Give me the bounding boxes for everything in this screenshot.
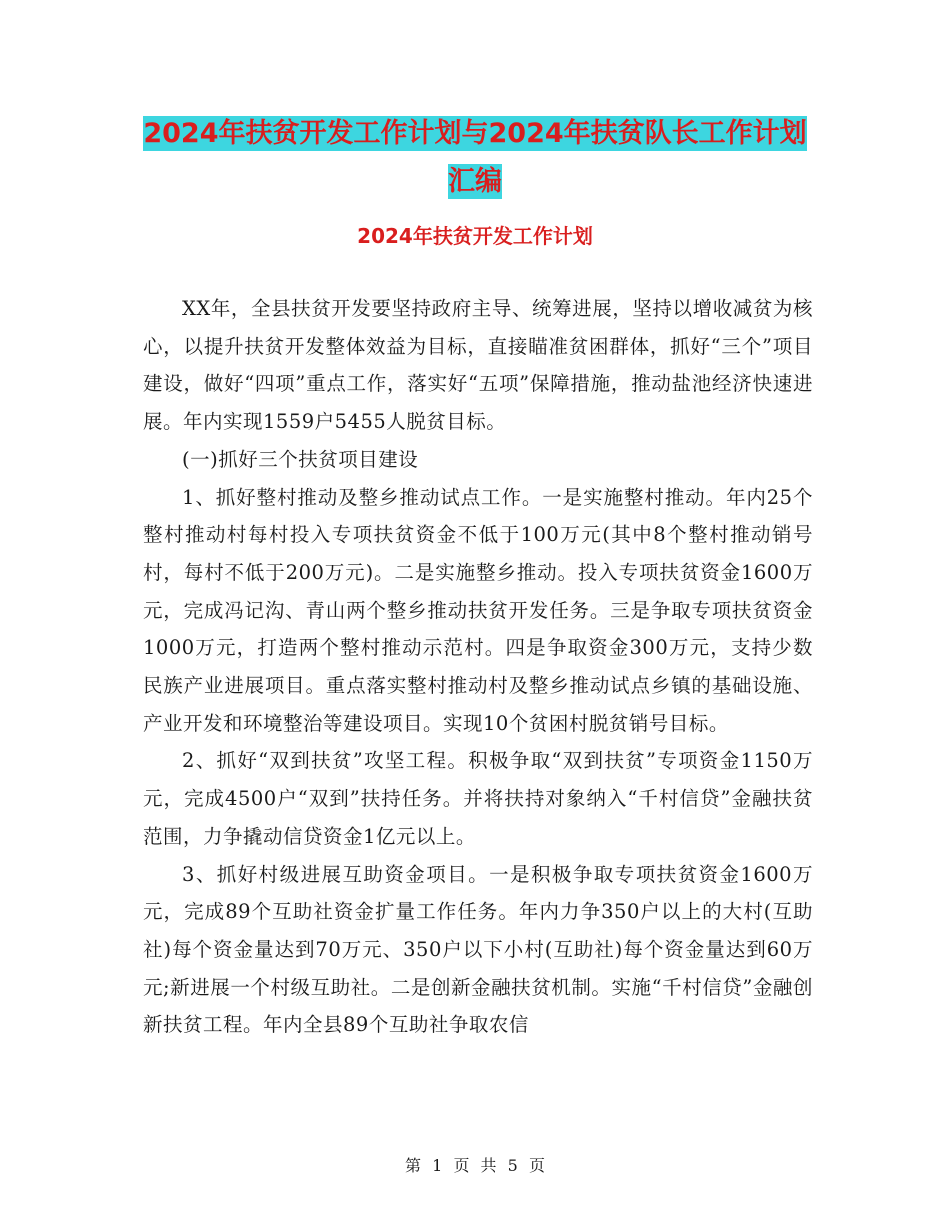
- footer-total-unit: 页: [528, 1156, 545, 1175]
- page-footer: [0, 1153, 950, 1176]
- footer-page-number: 1: [432, 1156, 443, 1175]
- footer-total-label: 共: [480, 1156, 497, 1175]
- document-title-line1: 2024年扶贫开发工作计划与2024年扶贫队长工作计划: [143, 118, 807, 149]
- document-body: [143, 290, 813, 1044]
- paragraph-subheading: (一)抓好三个扶贫项目建设: [182, 447, 419, 471]
- paragraph-item-2: 2、抓好“双到扶贫”攻坚工程。积极争取“双到扶贫”专项资金1150万元，完成4500户“双到”扶持任务。并将扶持对象纳入“千村信贷”金融扶贫范围，力争撬动信贷资金1亿元以上。: [143, 749, 813, 848]
- footer-page-unit: 页: [453, 1156, 470, 1175]
- paragraph-intro: XX年，全县扶贫开发要坚持政府主导、统筹进展，坚持以增收减贫为核心，以提升扶贫开发整体效益为目标，直接瞄准贫困群体，抓好“三个”项目建设，做好“四项”重点工作，落实好“五项”保障措施，推动盐池经济快速进展。年内实现1559户5455人脱贫目标。: [143, 297, 813, 434]
- paragraph-item-3: 3、抓好村级进展互助资金项目。一是积极争取专项扶贫资金1600万元，完成89个互助社资金扩量工作任务。年内力争350户以上的大村(互助社)每个资金量达到70万元、350户以下小村(互助社)每个资金量达到60万元;新进展一个村级互助社。二是创新金融扶贫机制。实施“千村信贷”金融创新扶贫工程。年内全县89个互助社争取农信: [143, 862, 813, 1037]
- footer-total-pages: 5: [507, 1156, 518, 1175]
- footer-page-label: 第: [405, 1156, 422, 1175]
- document-title: [0, 110, 950, 206]
- section-heading: 2024年扶贫开发工作计划: [357, 224, 593, 248]
- document-title-line2: 汇编: [448, 166, 502, 197]
- paragraph-item-1: 1、抓好整村推动及整乡推动试点工作。一是实施整村推动。年内25个整村推动村每村投入专项扶贫资金不低于100万元(其中8个整村推动销号村，每村不低于200万元)。二是实施整乡推动。投入专项扶贫资金1600万元，完成冯记沟、青山两个整乡推动扶贫开发任务。三是争取专项扶贫资金1000万元，打造两个整村推动示范村。四是争取资金300万元，支持少数民族产业进展项目。重点落实整村推动村及整乡推动试点乡镇的基础设施、产业开发和环境整治等建设项目。实现10个贫困村脱贫销号目标。: [143, 485, 813, 735]
